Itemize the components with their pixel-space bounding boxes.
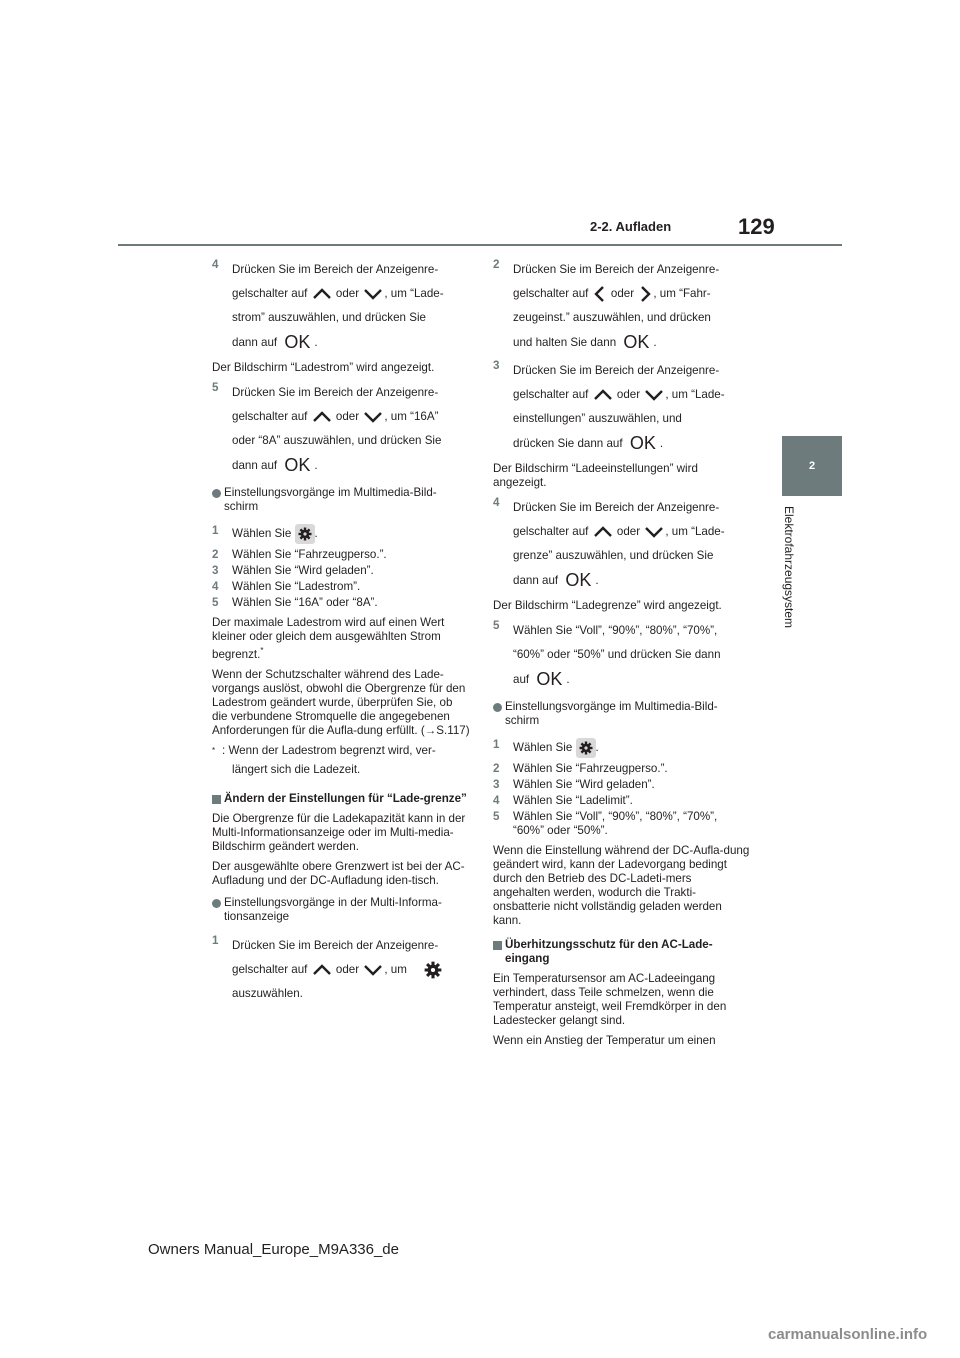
step-number: 4 <box>212 258 219 271</box>
step-text: auszuwählen. <box>232 986 303 1000</box>
chevron-up-icon <box>592 388 614 402</box>
step-text: dann auf <box>513 574 559 587</box>
footnote-text: : Wenn der Ladestrom begrenzt wird, ver- <box>222 743 436 757</box>
step-text: . <box>653 336 657 349</box>
gear-icon <box>295 524 315 544</box>
heading-text: Überhitzungsschutz für den AC-Lade-eingang <box>505 938 713 965</box>
chevron-down-icon <box>362 287 384 301</box>
paragraph: Die Obergrenze für die Ladekapazität kann in der Multi-Informationsanzeige oder im Multi-media-Bildschirm geändert werden. <box>212 811 466 853</box>
footnote-marker: * <box>212 745 216 755</box>
paragraph: Der Bildschirm “Ladeeinstellungen” wird angezeigt. <box>493 462 698 489</box>
step-text: , um “Fahr- <box>653 287 711 300</box>
list-item <box>212 564 470 578</box>
chevron-down-icon <box>362 963 384 977</box>
step-number: 5 <box>493 810 500 823</box>
step-text: , um “Lade- <box>665 388 725 401</box>
step-number: 3 <box>212 564 219 577</box>
list-item <box>493 762 751 776</box>
chevron-up-icon <box>311 287 333 301</box>
square-bullet-icon <box>212 795 221 804</box>
step-number: 5 <box>212 596 219 609</box>
step-5-ladestrom <box>212 381 470 478</box>
step-text: Drücken Sie im Bereich der Anzeigenre- <box>232 938 439 952</box>
step-text: oder <box>610 287 635 300</box>
chapter-label <box>780 506 802 629</box>
list-item <box>212 596 470 610</box>
step-number: 2 <box>493 258 500 271</box>
gear-icon <box>576 738 596 758</box>
step-text: drücken Sie dann auf <box>513 437 623 450</box>
step-1-multi-info <box>212 934 470 1006</box>
step-number: 3 <box>493 359 500 372</box>
watermark: carmanualsonline.info <box>768 1326 928 1343</box>
step-text: . <box>314 459 318 472</box>
list-item <box>493 810 751 838</box>
list-item <box>212 580 470 594</box>
page-number: 129 <box>738 214 775 239</box>
step-text: oder <box>335 962 360 976</box>
step-text: Wählen Sie “Ladestrom”. <box>232 580 361 593</box>
step-text: Drücken Sie im Bereich der Anzeigenre- <box>513 501 720 514</box>
step-text: . <box>595 741 599 755</box>
footnote-text: längert sich die Ladezeit. <box>232 762 361 776</box>
section-title: 2-2. Aufladen <box>590 219 672 234</box>
heading-text: Ändern der Einstellungen für “Lade-grenze” <box>224 791 467 805</box>
list-item <box>493 794 751 808</box>
list-item <box>493 778 751 792</box>
paragraph: Ein Temperatursensor am AC-Ladeeingang verhindert, dass Teile schmelzen, wenn die Temperatur ansteigt, weil Fremdkörper in den Ladestecker gelangt sind. <box>493 972 727 1027</box>
right-column <box>493 258 751 1054</box>
step-text: oder <box>616 388 641 401</box>
bullet-dot-icon <box>212 899 221 908</box>
gear-icon <box>424 961 442 979</box>
step-4-ladestrom <box>212 258 470 355</box>
step-text: Wählen Sie “Fahrzeugperso.”. <box>513 762 668 775</box>
step-text: Drücken Sie im Bereich der Anzeigenre- <box>232 263 439 276</box>
step-number: 1 <box>212 933 219 947</box>
step-text: Wählen Sie <box>513 741 573 755</box>
step-text: gelschalter auf <box>232 287 308 300</box>
step-text: auf <box>513 673 530 686</box>
step-text: einstellungen” auszuwählen, und <box>513 412 682 425</box>
footnote <box>212 744 470 782</box>
step-text: Wählen Sie <box>232 527 292 541</box>
step-number: 4 <box>493 496 500 509</box>
step-text: oder <box>335 410 360 423</box>
bullet-dot-icon <box>493 703 502 712</box>
step-4-ladegrenze <box>493 496 751 593</box>
step-text: , um <box>384 962 407 976</box>
step-text: Wählen Sie “Wird geladen”. <box>232 564 374 577</box>
step-text: oder “8A” auszuwählen, und drücken Sie <box>232 434 442 447</box>
step-text: oder <box>616 525 641 538</box>
chevron-up-icon <box>311 963 333 977</box>
chapter-tab <box>782 436 842 496</box>
step-number: 1 <box>212 524 219 537</box>
step-number: 3 <box>493 778 500 791</box>
step-text: zeugeinst.” auszuwählen, und drücken <box>513 311 711 324</box>
step-text: . <box>595 574 599 587</box>
chevron-down-icon <box>362 410 384 424</box>
chapter-number: 2 <box>808 460 816 472</box>
chevron-left-icon <box>592 284 608 304</box>
step-2-fahrzeugeinst <box>493 258 751 355</box>
step-text: gelschalter auf <box>232 410 308 423</box>
ok-icon: OK <box>536 669 563 689</box>
list-item <box>212 524 470 544</box>
multimedia-steps <box>212 524 470 610</box>
step-number: 1 <box>493 738 500 751</box>
step-3-ladeeinstellungen <box>493 359 751 456</box>
step-text: Wählen Sie “Voll”, “90%”, “80%”, “70%”, <box>513 624 718 637</box>
step-5-ladegrenze <box>493 619 751 692</box>
step-text: dann auf <box>232 459 278 472</box>
step-number: 2 <box>493 762 500 775</box>
step-text: Wählen Sie “Voll”, “90%”, “80%”, “70%”, “60%” oder “50%”. <box>513 810 718 837</box>
chevron-up-icon <box>592 525 614 539</box>
step-text: Wählen Sie “Wird geladen”. <box>513 778 655 791</box>
ok-icon: OK <box>284 332 311 352</box>
step-text: . <box>314 527 318 541</box>
paragraph: Der Bildschirm “Ladestrom” wird angezeigt. <box>212 361 435 374</box>
chevron-down-icon <box>643 525 665 539</box>
step-text: Drücken Sie im Bereich der Anzeigenre- <box>513 263 720 276</box>
ok-icon: OK <box>629 433 656 453</box>
chevron-up-icon <box>311 410 333 424</box>
ok-icon: OK <box>565 570 592 590</box>
step-number: 5 <box>493 619 500 632</box>
step-text: grenze” auszuwählen, und drücken Sie <box>513 549 714 562</box>
document-id: Owners Manual_Europe_M9A336_de <box>148 1241 399 1258</box>
paragraph: Wenn ein Anstieg der Temperatur um einen <box>493 1034 716 1047</box>
bullet-text: Einstellungsvorgänge im Multimedia-Bild-schirm <box>505 700 718 727</box>
chapter-label-text: Elektrofahrzeugsystem <box>782 506 796 629</box>
step-text: Drücken Sie im Bereich der Anzeigenre- <box>232 386 439 399</box>
step-text: Wählen Sie “Ladelimit”. <box>513 794 633 807</box>
bullet-text: Einstellungsvorgänge im Multimedia-Bild-schirm <box>224 486 437 513</box>
chevron-right-icon <box>637 284 653 304</box>
paragraph: Der Bildschirm “Ladegrenze” wird angezeigt. <box>493 599 722 612</box>
section-heading <box>493 938 751 966</box>
step-text: , um “16A” <box>384 410 439 423</box>
step-text: , um “Lade- <box>665 525 725 538</box>
step-text: gelschalter auf <box>513 388 589 401</box>
step-text: gelschalter auf <box>513 525 589 538</box>
step-text: dann auf <box>232 336 278 349</box>
step-text: und halten Sie dann <box>513 336 617 349</box>
step-number: 5 <box>212 381 219 394</box>
section-heading <box>212 792 470 806</box>
bullet-multimedia <box>493 700 751 728</box>
step-text: Wählen Sie “Fahrzeugperso.”. <box>232 548 387 561</box>
step-text: , um “Lade- <box>384 287 444 300</box>
ok-icon: OK <box>623 332 650 352</box>
step-text: strom” auszuwählen, und drücken Sie <box>232 311 426 324</box>
paragraph: Der ausgewählte obere Grenzwert ist bei der AC-Aufladung und der DC-Aufladung iden-tisch. <box>212 859 465 887</box>
ok-icon: OK <box>284 455 311 475</box>
list-item <box>493 738 751 758</box>
chevron-down-icon <box>643 388 665 402</box>
step-text: . <box>659 437 664 450</box>
step-text: gelschalter auf <box>513 287 589 300</box>
step-text: oder <box>335 287 360 300</box>
header-rule <box>118 244 842 246</box>
bullet-multi-info <box>212 896 470 924</box>
square-bullet-icon <box>493 941 502 950</box>
left-column <box>212 258 470 1006</box>
step-text: gelschalter auf <box>232 962 308 976</box>
step-text: . <box>566 673 570 686</box>
bullet-multimedia <box>212 486 470 514</box>
footnote-marker: * <box>260 646 264 655</box>
step-text: Wählen Sie “16A” oder “8A”. <box>232 596 378 609</box>
paragraph: Wenn der Schutzschalter während des Lade-vorgangs auslöst, obwohl die Obergrenze für den Ladestrom geändert wurde, überprüfen Sie, ob die verbundene Stromquelle die angegebenen Anforderungen für die Aufla-dung erfüllt. (→S.117) <box>212 667 470 737</box>
bullet-text: Einstellungsvorgänge in der Multi-Informa-tionsanzeige <box>224 895 442 923</box>
step-text: . <box>314 336 318 349</box>
paragraph <box>212 616 470 662</box>
step-text: “60%” oder “50%” und drücken Sie dann <box>513 648 721 661</box>
step-number: 2 <box>212 548 219 561</box>
multimedia-steps <box>493 738 751 838</box>
step-number: 4 <box>212 580 219 593</box>
paragraph-text: Der maximale Ladestrom wird auf einen Wert kleiner oder gleich dem ausgewählten Strom begrenzt. <box>212 616 445 661</box>
list-item <box>212 548 470 562</box>
bullet-dot-icon <box>212 489 221 498</box>
step-number: 4 <box>493 794 500 807</box>
paragraph: Wenn die Einstellung während der DC-Aufla-dung geändert wird, kann der Ladevorgang bedingt durch den Betrieb des DC-Ladeti-mers angehalten werden, wodurch die Trakti-onsbatterie nicht vollständig geladen werden kann. <box>493 844 750 927</box>
step-text: Drücken Sie im Bereich der Anzeigenre- <box>513 364 720 377</box>
